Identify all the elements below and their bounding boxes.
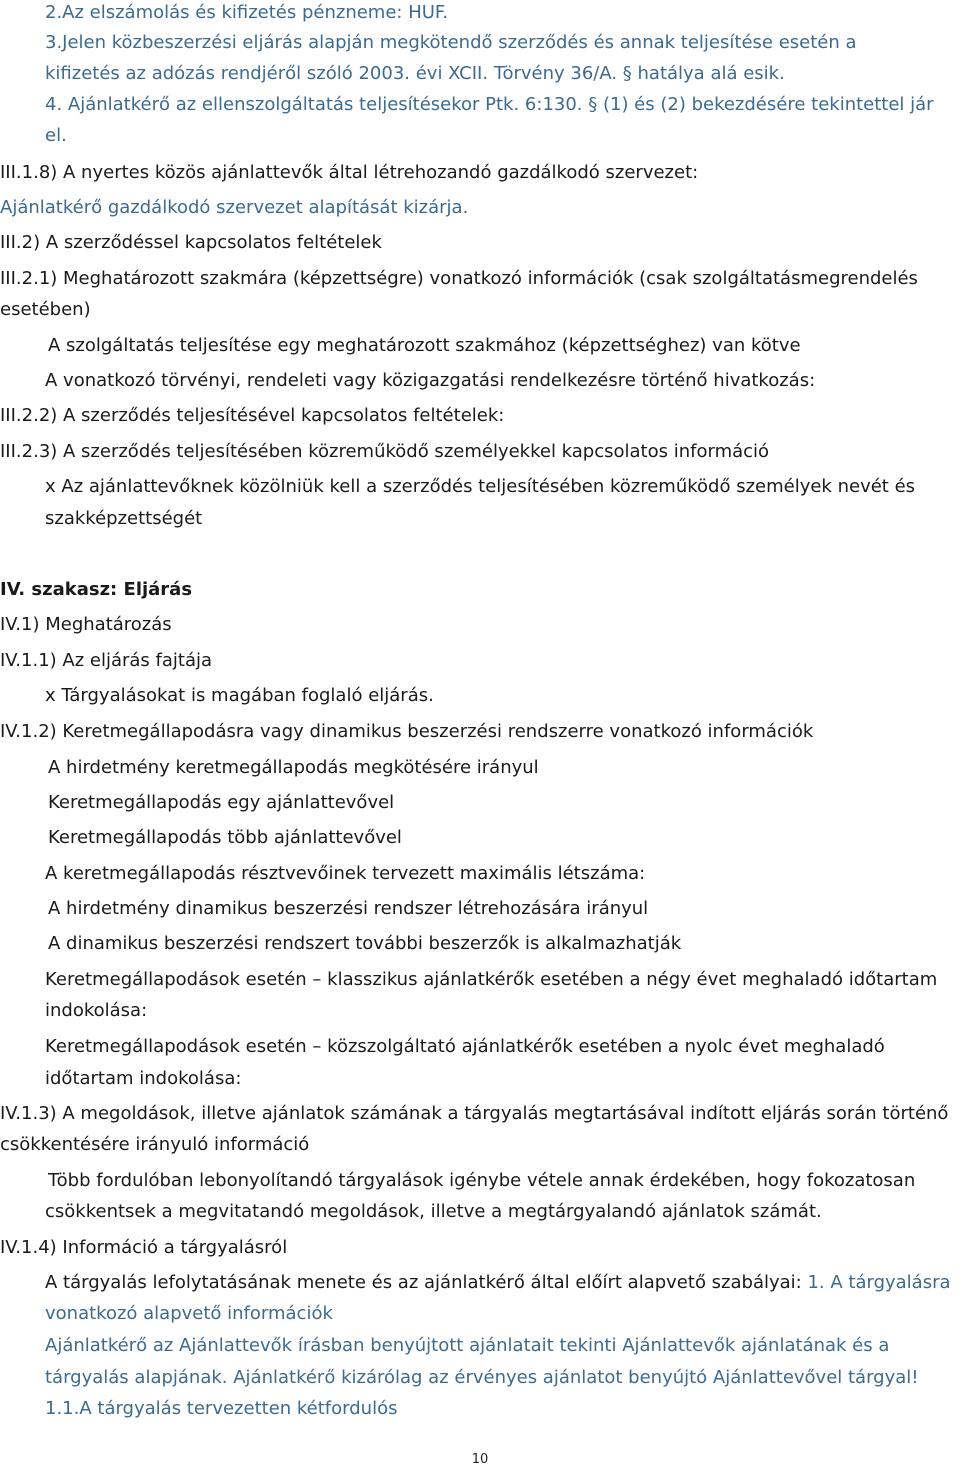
section-heading: IV.1.2) Keretmegállapodásra vagy dinamikus beszerzési rendszerre vonatkozó információk <box>0 721 814 742</box>
section-heading: IV.1) Meghatározás <box>0 614 172 635</box>
text-line: 2.Az elszámolás és kifizetés pénzneme: HUF. <box>45 2 449 23</box>
page-number: 10 <box>471 1452 489 1467</box>
section-heading: III.2) A szerződéssel kapcsolatos feltételek <box>0 232 382 253</box>
text-line: Ajánlatkérő az Ajánlattevők írásban benyújtott ajánlatait tekinti Ajánlattevők ajánlatának és a <box>45 1335 890 1356</box>
section-heading: IV.1.4) Információ a tárgyalásról <box>0 1237 288 1258</box>
text-line: Keretmegállapodások esetén – közszolgáltató ajánlatkérők esetében a nyolc évet meghaladó <box>45 1036 885 1057</box>
text-segment-blue: 1. A tárgyalásra <box>801 1272 951 1293</box>
text-line: 3.Jelen közbeszerzési eljárás alapján megkötendő szerződés és annak teljesítése esetén a <box>45 32 857 53</box>
text-line: csökkentsek a megvitatandó megoldások, illetve a megtárgyalandó ajánlatok számát. <box>45 1201 822 1222</box>
section-heading: III.2.1) Meghatározott szakmára (képzettségre) vonatkozó információk (csak szolgáltatásmegrendelés <box>0 268 918 289</box>
option-line: Keretmegállapodás több ajánlattevővel <box>48 827 402 848</box>
text-segment: A tárgyalás lefolytatásának menete és az ajánlatkérő által előírt alapvető szabályai: <box>45 1272 802 1293</box>
section-heading: III.2.3) A szerződés teljesítésében közreműködő személyekkel kapcsolatos információ <box>0 441 770 462</box>
option-line: A hirdetmény keretmegállapodás megkötésére irányul <box>48 757 539 778</box>
checked-option: x Tárgyalásokat is magában foglaló eljárás. <box>45 685 434 706</box>
option-line: Keretmegállapodás egy ajánlattevővel <box>48 792 395 813</box>
text-line: szakképzettségét <box>45 508 203 529</box>
text-line: Keretmegállapodások esetén – klasszikus ajánlatkérők esetében a négy évet meghaladó időtartam <box>45 969 938 990</box>
text-line: tárgyalás alapjának. Ajánlatkérő kizárólag az érvényes ajánlatot benyújtó Ajánlattevővel tárgyal! <box>45 1367 919 1388</box>
option-line: A hirdetmény dinamikus beszerzési rendszer létrehozására irányul <box>48 898 649 919</box>
text-line: időtartam indokolása: <box>45 1068 242 1089</box>
text-line: A vonatkozó törvényi, rendeleti vagy közigazgatási rendelkezésre történő hivatkozás: <box>45 370 816 391</box>
section-heading: IV.1.1) Az eljárás fajtája <box>0 650 213 671</box>
text-line: indokolása: <box>45 1000 148 1021</box>
text-line: 1.1.A tárgyalás tervezetten kétfordulós <box>45 1398 398 1419</box>
section-heading: III.2.2) A szerződés teljesítésével kapcsolatos feltételek: <box>0 405 505 426</box>
option-line: A dinamikus beszerzési rendszert további beszerzők is alkalmazhatják <box>48 933 682 954</box>
option-line: A szolgáltatás teljesítése egy meghatározott szakmához (képzettséghez) van kötve <box>48 335 801 356</box>
text-line: 4. Ajánlatkérő az ellenszolgáltatás teljesítésekor Ptk. 6:130. § (1) és (2) bekezdésére tekintettel jár <box>45 94 934 115</box>
checked-option: x Az ajánlattevőknek közölniük kell a szerződés teljesítésében közreműködő személyek nevét és <box>45 476 916 497</box>
text-line: Ajánlatkérő gazdálkodó szervezet alapítását kizárja. <box>0 197 469 218</box>
text-line: A keretmegállapodás résztvevőinek tervezett maximális létszáma: <box>45 863 646 884</box>
section-heading: III.1.8) A nyertes közös ajánlattevők által létrehozandó gazdálkodó szervezet: <box>0 162 699 183</box>
section-title: IV. szakasz: Eljárás <box>0 579 193 600</box>
option-line: Több fordulóban lebonyolítandó tárgyalások igénybe vétele annak érdekében, hogy fokozatosan <box>48 1170 916 1191</box>
text-line <box>45 1270 951 1296</box>
text-line: kifizetés az adózás rendjéről szóló 2003. évi XCII. Törvény 36/A. § hatálya alá esik. <box>45 63 785 84</box>
text-line: esetében) <box>0 299 91 320</box>
text-line: el. <box>45 125 67 146</box>
text-line: csökkentésére irányuló információ <box>0 1134 310 1155</box>
text-line: vonatkozó alapvető információk <box>45 1303 333 1324</box>
section-heading: IV.1.3) A megoldások, illetve ajánlatok számának a tárgyalás megtartásával indított eljárás során történő <box>0 1103 949 1124</box>
